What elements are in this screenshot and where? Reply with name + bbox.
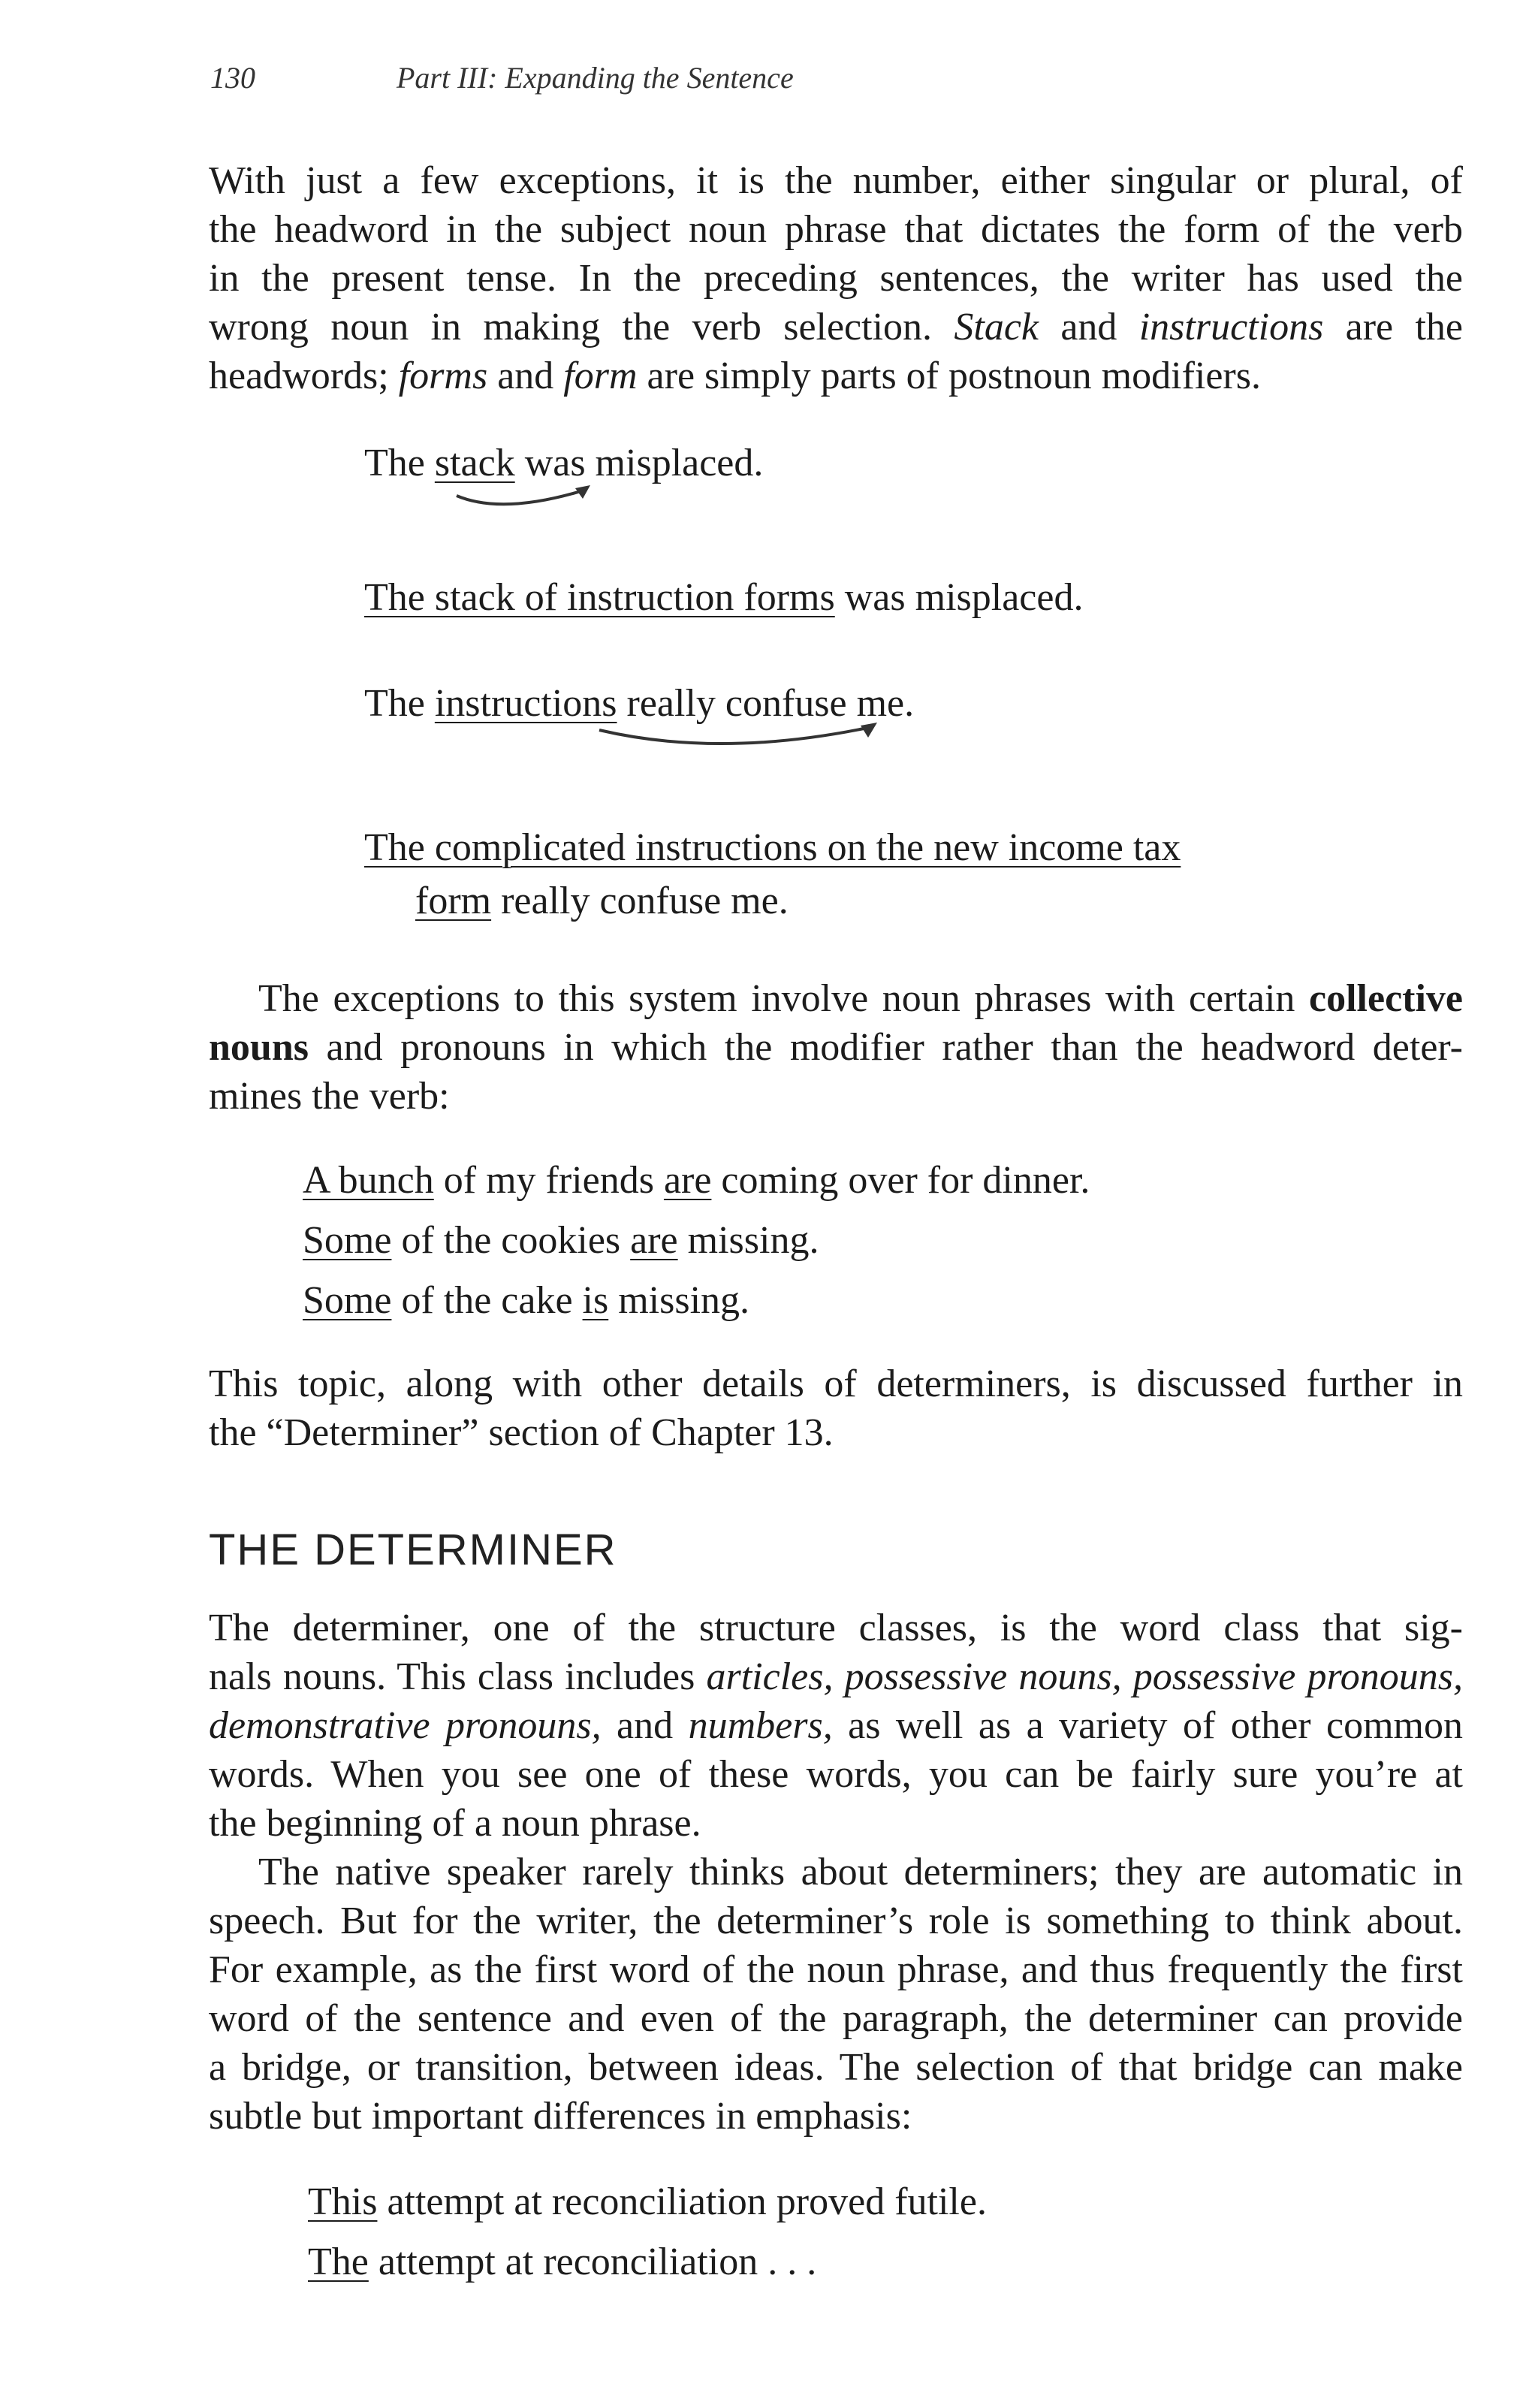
text-line: For example, as the first word of the noun phrase, and thus frequently the first xyxy=(209,1948,1463,1991)
example-sentence xyxy=(364,824,1181,872)
text-line: nals nouns. This class includes articles, possessive nouns, possessive pronouns, xyxy=(209,1655,1463,1698)
running-header xyxy=(210,60,1487,105)
page-number: 130 xyxy=(210,61,255,95)
example-sentence: This attempt at reconciliation proved futile. xyxy=(308,2180,987,2223)
example-sentence-continued: form really confuse me. xyxy=(415,880,789,922)
agreement-arrow-icon xyxy=(451,473,601,518)
text-line: the “Determiner” section of Chapter 13. xyxy=(209,1411,834,1454)
text-line: a bridge, or transition, between ideas. The selection of that bridge can make xyxy=(209,2046,1463,2089)
text-line: in the present tense. In the preceding sentences, the writer has used the xyxy=(209,257,1463,300)
example-sentence: Some of the cookies are missing. xyxy=(303,1219,819,1262)
subject-noun-phrase: form xyxy=(415,880,492,922)
intro-paragraph xyxy=(209,156,1463,400)
determiner-word: The xyxy=(308,2241,369,2283)
example-sentence: The stack was misplaced. xyxy=(364,442,764,484)
subject-headword: stack xyxy=(434,442,515,484)
text-line: subtle but important differences in emphasis: xyxy=(209,2095,912,2138)
determiner-paragraph xyxy=(209,1848,1463,2141)
text-line: word of the sentence and even of the paragraph, the determiner can provide xyxy=(209,1997,1463,2040)
text-line: words. When you see one of these words, you can be fairly sure you’re at xyxy=(209,1753,1463,1796)
text-line: This topic, along with other details of determiners, is discussed further in xyxy=(209,1362,1463,1405)
example-sentence: The attempt at reconciliation . . . xyxy=(308,2241,817,2283)
text-line: The exceptions to this system involve noun phrases with certain collective xyxy=(258,977,1463,1020)
text-line: headwords; forms and form are simply parts of postnoun modifiers. xyxy=(209,355,1261,397)
text-line: The determiner, one of the structure classes, is the word class that sig- xyxy=(209,1607,1463,1649)
part-title: Part III: Expanding the Sentence xyxy=(397,61,794,95)
example-sentence: A bunch of my friends are coming over for dinner. xyxy=(303,1159,1090,1202)
text-line: the beginning of a noun phrase. xyxy=(209,1802,701,1845)
determiner-paragraph xyxy=(209,1604,1463,1848)
agreement-arrow-icon xyxy=(593,714,886,759)
text-line: The native speaker rarely thinks about determiners; they are automatic in xyxy=(258,1851,1463,1894)
exceptions-paragraph xyxy=(209,974,1463,1121)
example-sentence: Some of the cake is missing. xyxy=(303,1279,750,1322)
subject-noun-phrase: The complicated instructions on the new income tax xyxy=(364,826,1181,869)
text-line: nouns and pronouns in which the modifier rather than the headword deter- xyxy=(209,1026,1463,1069)
text-line: With just a few exceptions, it is the number, either singular or plural, of xyxy=(209,159,1463,202)
topic-paragraph xyxy=(209,1359,1463,1457)
section-heading: THE DETERMINER xyxy=(209,1525,617,1574)
subject-noun-phrase: The stack of instruction forms xyxy=(364,576,835,619)
text-line: demonstrative pronouns, and numbers, as well as a variety of other common xyxy=(209,1704,1464,1747)
subject-headword: instructions xyxy=(434,682,617,725)
text-line: wrong noun in making the verb selection. Stack and instructions are the xyxy=(209,306,1463,349)
text-line: mines the verb: xyxy=(209,1075,450,1118)
text-line: the headword in the subject noun phrase that dictates the form of the verb xyxy=(209,208,1463,251)
example-sentence: The instructions really confuse me. xyxy=(364,682,915,725)
determiner-word: This xyxy=(308,2180,378,2223)
text-line: speech. But for the writer, the determiner’s role is something to think about. xyxy=(209,1900,1463,1942)
example-sentence: The stack of instruction forms was misplaced. xyxy=(364,576,1084,619)
